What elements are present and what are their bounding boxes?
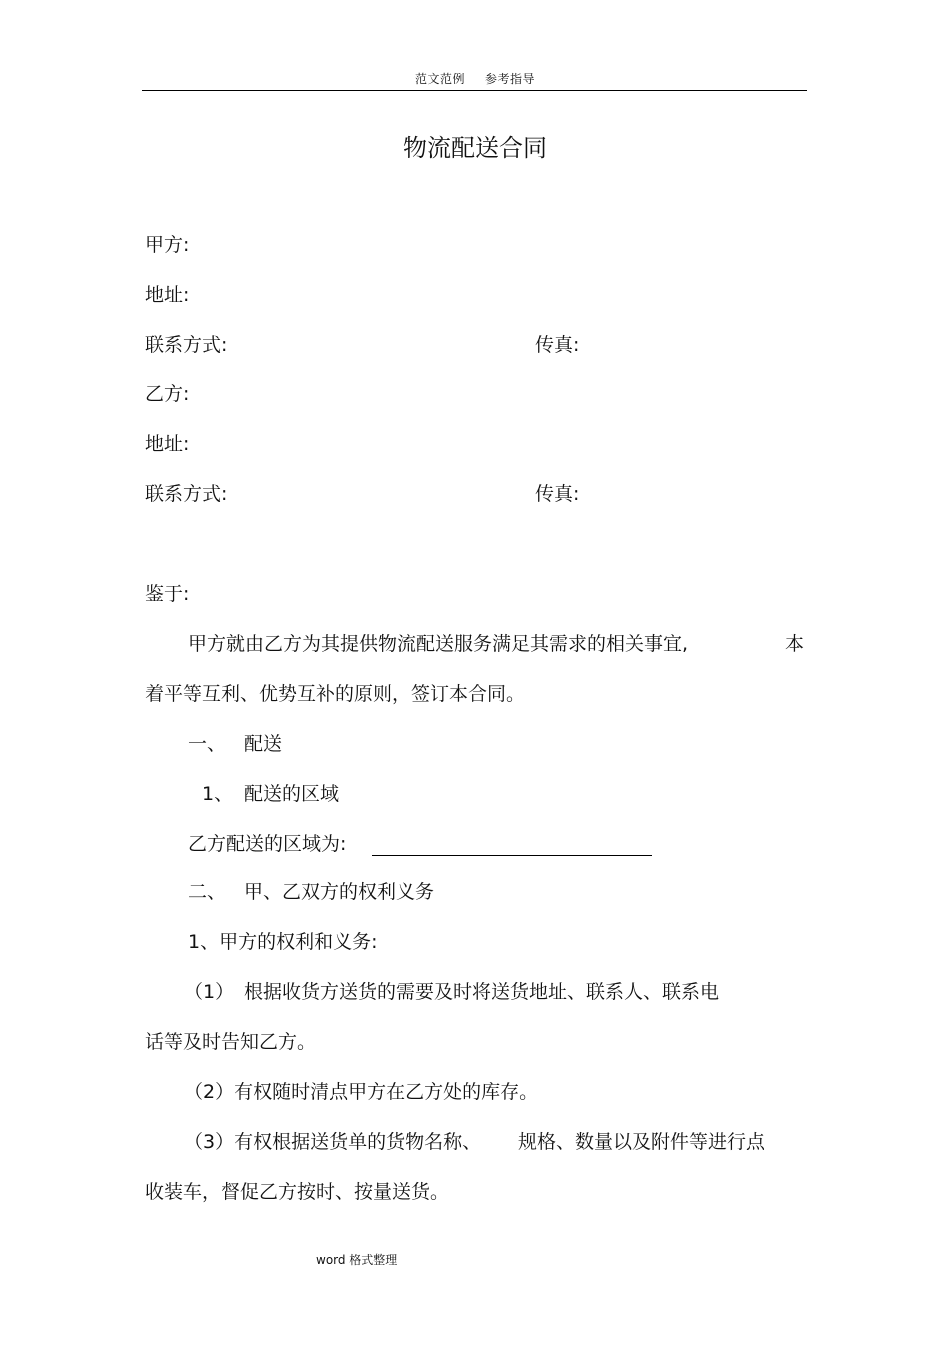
item-3-part-2: 规格、数量以及附件等进行点 <box>518 1131 766 1153</box>
item-1-line-2: 话等及时告知乙方。 <box>145 1031 317 1053</box>
intro-line-2: 着平等互利、优势互补的原则，签订本合同。 <box>145 683 526 705</box>
header-right-text: 参考指导 <box>485 72 536 86</box>
party-b-contact-label: 联系方式: <box>145 483 228 505</box>
page-header <box>0 70 950 87</box>
section-2-sub-1: 1、甲方的权利和义务: <box>188 931 378 953</box>
party-a-fax-label: 传真: <box>535 334 580 356</box>
delivery-area-blank <box>372 835 652 856</box>
party-b-address-label: 地址: <box>145 433 190 455</box>
party-a-name-label: 甲方: <box>145 234 190 256</box>
delivery-area-row <box>188 829 652 856</box>
party-b-fax-label: 传真: <box>535 483 580 505</box>
party-a-contact-label: 联系方式: <box>145 334 228 356</box>
page-footer: word 格式整理 <box>316 1253 398 1267</box>
intro-line-1: 甲方就由乙方为其提供物流配送服务满足其需求的相关事宜, <box>188 633 689 655</box>
section-1-title: 配送 <box>244 733 283 755</box>
whereas-label: 鉴于: <box>145 583 190 605</box>
item-3-part-1: （3）有权根据送货单的货物名称、 <box>184 1131 482 1153</box>
item-1-line-1: 根据收货方送货的需要及时将送货地址、联系人、联系电 <box>244 981 720 1003</box>
intro-line-1-end: 本 <box>785 633 805 655</box>
item-2: （2）有权随时清点甲方在乙方处的库存。 <box>184 1081 539 1103</box>
delivery-area-label: 乙方配送的区域为: <box>188 833 347 855</box>
item-3-line-2: 收装车，督促乙方按时、按量送货。 <box>145 1181 450 1203</box>
section-1-sub-title: 配送的区域 <box>244 783 340 805</box>
party-b-name-label: 乙方: <box>145 383 190 405</box>
item-1-number: （1） <box>184 981 235 1003</box>
section-2-title: 甲、乙双方的权利义务 <box>244 881 435 903</box>
party-a-address-label: 地址: <box>145 284 190 306</box>
document-title: 物流配送合同 <box>403 134 547 162</box>
header-left-text: 范文范例 <box>414 72 465 86</box>
section-1-number: 一、 <box>188 733 227 755</box>
section-1-sub-number: 1、 <box>202 783 234 805</box>
header-divider <box>142 90 807 91</box>
section-2-number: 二、 <box>188 881 227 903</box>
